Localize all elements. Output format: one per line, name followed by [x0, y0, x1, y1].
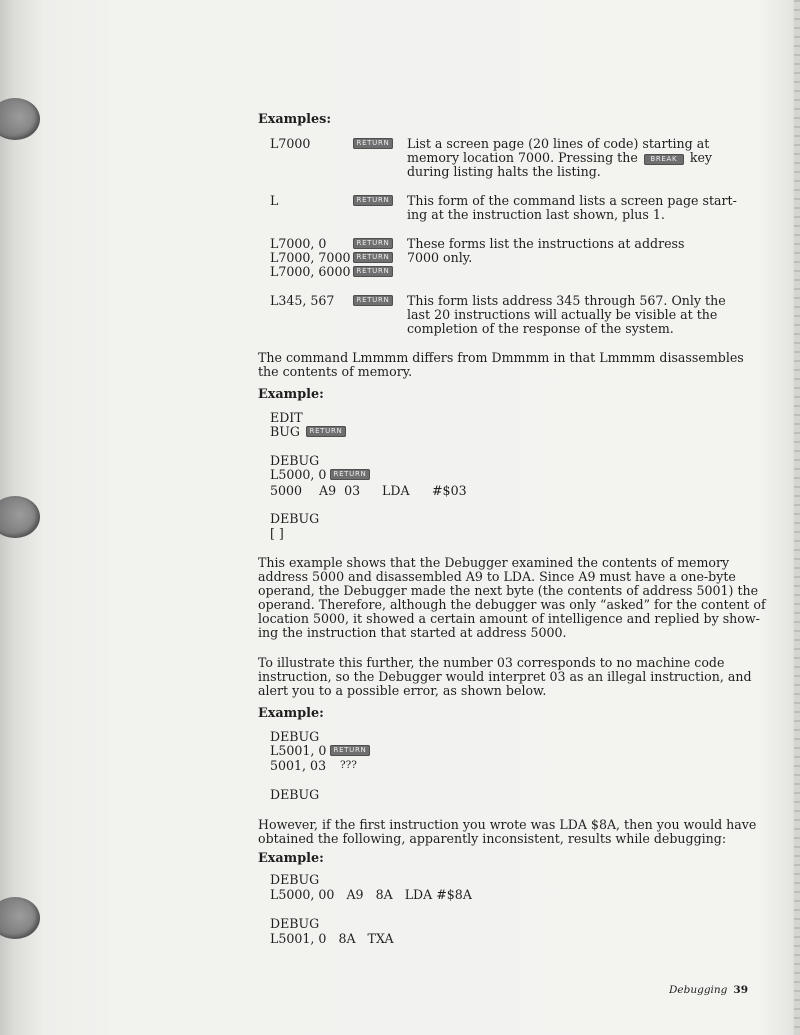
return-key: RETURN: [330, 745, 370, 756]
description-text: key: [689, 150, 713, 165]
paragraph-line: However, if the first instruction you wrote was LDA $8A, then you would have: [258, 817, 757, 832]
code-line: DEBUG: [270, 729, 320, 744]
return-key: RETURN: [353, 295, 393, 306]
example-description: List a screen page (20 lines of code) starting at: [407, 136, 710, 151]
paragraph-line: operand, the Debugger made the next byte (the contents of address 5001) the: [258, 583, 759, 598]
punch-hole-bottom: [0, 897, 40, 939]
paragraph-line: This example shows that the Debugger examined the contents of memory: [258, 555, 730, 570]
page-edge: [794, 0, 800, 1035]
code-line: L5000, 0: [270, 467, 327, 482]
paragraph-line: alert you to a possible error, as shown below.: [258, 683, 547, 698]
punch-hole-top: [0, 98, 40, 140]
return-key: RETURN: [353, 138, 393, 149]
example-description: This form of the command lists a screen page start-: [407, 193, 737, 208]
examples-heading: Examples:: [258, 112, 332, 127]
code-line: L5001, 0 8A TXA: [270, 931, 394, 946]
punch-hole-middle: [0, 496, 40, 538]
return-key: RETURN: [330, 469, 370, 480]
example-description: last 20 instructions will actually be visible at the: [407, 307, 718, 322]
paragraph-line: the contents of memory.: [258, 364, 413, 379]
example-description: 7000 only.: [407, 250, 473, 265]
example-command: L345, 567: [270, 293, 335, 308]
page-number: 39: [733, 984, 749, 996]
example-description: during listing halts the listing.: [407, 164, 601, 179]
example-command: L7000, 0: [270, 236, 327, 251]
code-line: EDIT: [270, 410, 303, 425]
code-output-mnemonic: LDA: [382, 483, 410, 498]
example-command: L7000, 7000: [270, 250, 351, 265]
paragraph-line: The command Lmmmm differs from Dmmmm in that Lmmmm disassembles: [258, 350, 744, 365]
code-line: L5001, 0: [270, 743, 327, 758]
example-description: These forms list the instructions at address: [407, 236, 685, 251]
code-output-bytes: A9 03: [319, 483, 361, 498]
code-output-operand: #$03: [432, 483, 467, 498]
example-heading: Example:: [258, 387, 324, 402]
return-key: RETURN: [353, 195, 393, 206]
example-command: L: [270, 193, 279, 208]
paragraph-line: address 5000 and disassembled A9 to LDA. Since A9 must have a one-byte: [258, 569, 736, 584]
break-key: BREAK: [644, 154, 684, 165]
page-footer: [669, 983, 748, 998]
example-description: ing at the instruction last shown, plus 1.: [407, 207, 665, 222]
example-heading: Example:: [258, 706, 324, 721]
return-key: RETURN: [306, 426, 346, 437]
example-command: L7000, 6000: [270, 264, 351, 279]
code-line: DEBUG: [270, 453, 320, 468]
code-line: DEBUG: [270, 787, 320, 802]
cursor-prompt: [ ]: [270, 526, 284, 541]
code-line: BUG: [270, 424, 300, 439]
return-key: RETURN: [353, 266, 393, 277]
footer-section-title: Debugging: [669, 984, 728, 996]
paragraph-line: operand. Therefore, although the debugger was only “asked” for the content of: [258, 597, 766, 612]
example-description: completion of the response of the system.: [407, 321, 674, 336]
description-text: memory location 7000. Pressing the: [407, 150, 638, 165]
code-output-unknown: ???: [340, 759, 357, 771]
paragraph-line: location 5000, it showed a certain amount of intelligence and replied by show-: [258, 611, 760, 626]
code-line: L5000, 00 A9 8A LDA #$8A: [270, 887, 472, 902]
example-description: [407, 150, 712, 165]
example-heading: Example:: [258, 851, 324, 866]
paragraph-line: ing the instruction that started at address 5000.: [258, 625, 567, 640]
code-line: DEBUG: [270, 916, 320, 931]
code-line: DEBUG: [270, 872, 320, 887]
paragraph-line: instruction, so the Debugger would interpret 03 as an illegal instruction, and: [258, 669, 752, 684]
code-output: 5001, 03: [270, 758, 327, 773]
paragraph-line: To illustrate this further, the number 03 corresponds to no machine code: [258, 655, 725, 670]
code-line: DEBUG: [270, 511, 320, 526]
example-description: This form lists address 345 through 567. Only the: [407, 293, 726, 308]
code-output-address: 5000: [270, 483, 303, 498]
return-key: RETURN: [353, 252, 393, 263]
example-command: L7000: [270, 136, 311, 151]
paragraph-line: obtained the following, apparently inconsistent, results while debugging:: [258, 831, 727, 846]
return-key: RETURN: [353, 238, 393, 249]
